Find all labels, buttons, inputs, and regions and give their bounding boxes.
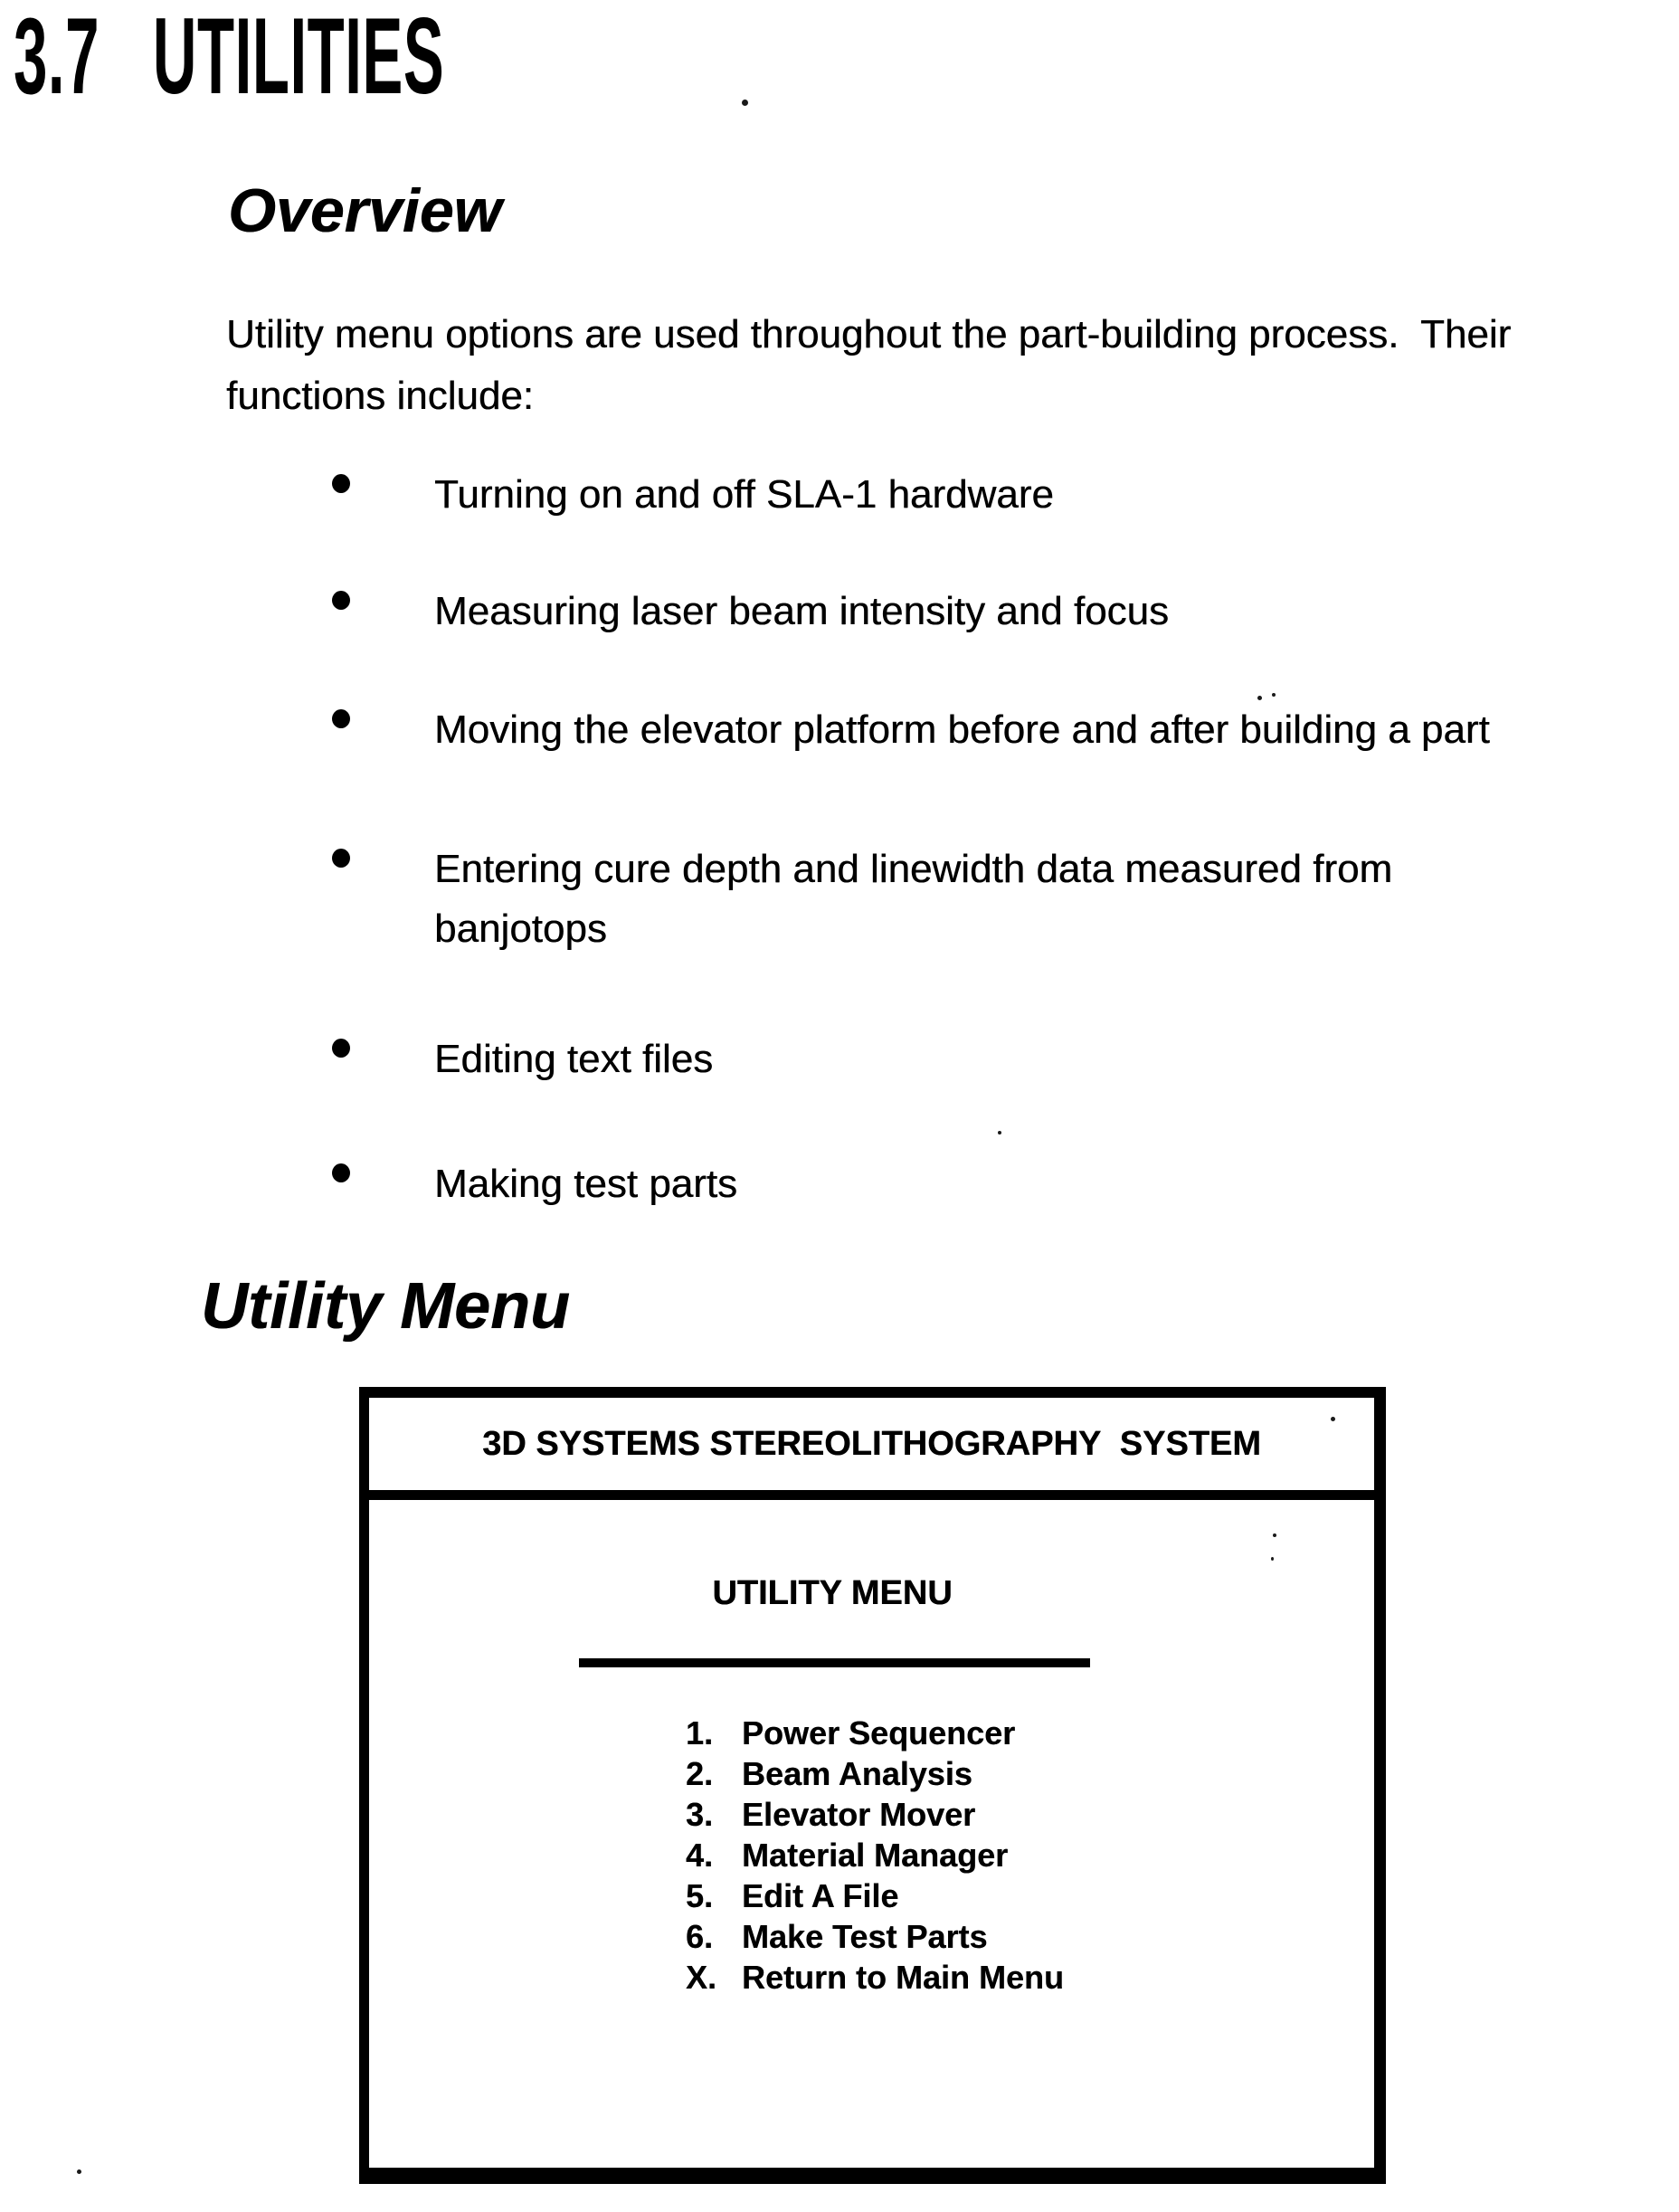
scan-speck xyxy=(1273,1533,1276,1537)
section-number: 3.7 xyxy=(14,0,100,117)
screen-menu-title: UTILITY MENU xyxy=(712,1574,953,1612)
list-item-text: Making test parts xyxy=(434,1162,738,1206)
section-title-text: UTILITIES xyxy=(152,0,445,117)
menu-item-material-manager xyxy=(686,1837,1008,1877)
bullet-icon xyxy=(332,709,350,728)
list-item-text: Measuring laser beam intensity and focus xyxy=(434,589,1169,633)
menu-item-beam-analysis xyxy=(686,1755,972,1796)
bullet-icon xyxy=(332,1163,350,1182)
menu-item-key: X. xyxy=(686,1959,717,1996)
menu-item-key: 5. xyxy=(686,1877,714,1914)
menu-item-key: 2. xyxy=(686,1755,714,1792)
menu-item-key: 1. xyxy=(686,1714,714,1752)
list-item xyxy=(434,1030,713,1089)
menu-item-elevator-mover xyxy=(686,1796,975,1837)
scan-speck xyxy=(998,1131,1001,1134)
menu-item-label: Return to Main Menu xyxy=(742,1959,1064,1996)
bullet-icon xyxy=(332,474,350,493)
menu-title-underline xyxy=(579,1658,1090,1667)
menu-item-label: Power Sequencer xyxy=(742,1714,1016,1752)
menu-item-key: 4. xyxy=(686,1837,714,1874)
scan-speck xyxy=(742,100,748,106)
list-item xyxy=(434,465,1054,525)
paragraph-line: Utility menu options are used throughout the part-building process. Their xyxy=(226,312,1512,356)
menu-item-return-to-main-menu xyxy=(686,1959,1064,1999)
list-item-text: Editing text files xyxy=(434,1037,714,1081)
list-item-text: Entering cure depth and linewidth data measured from xyxy=(434,847,1393,891)
bullet-icon xyxy=(332,591,350,610)
scan-speck xyxy=(77,2169,81,2174)
scan-speck xyxy=(1331,1417,1335,1421)
menu-item-make-test-parts xyxy=(686,1918,987,1959)
menu-item-label: Beam Analysis xyxy=(742,1755,972,1792)
list-item-text: Moving the elevator platform before and after building a part xyxy=(434,707,1490,752)
bullet-icon xyxy=(332,849,350,868)
scan-speck xyxy=(1271,1557,1274,1561)
list-item xyxy=(434,1154,737,1214)
menu-item-edit-a-file xyxy=(686,1877,898,1918)
screen-header-divider xyxy=(369,1490,1374,1500)
menu-item-power-sequencer xyxy=(686,1714,1015,1755)
menu-item-key: 3. xyxy=(686,1796,714,1833)
menu-item-label: Make Test Parts xyxy=(742,1918,988,1955)
menu-item-label: Material Manager xyxy=(742,1837,1009,1874)
bullet-icon xyxy=(332,1039,350,1058)
section-title xyxy=(14,0,445,117)
menu-item-label: Elevator Mover xyxy=(742,1796,976,1833)
scan-speck xyxy=(1272,693,1276,697)
screen-header-title: 3D SYSTEMS STEREOLITHOGRAPHY SYSTEM xyxy=(482,1425,1261,1463)
list-item xyxy=(434,582,1169,641)
utility-menu-heading: Utility Menu xyxy=(201,1270,570,1343)
list-item xyxy=(434,840,1392,959)
list-item-text: Turning on and off SLA-1 hardware xyxy=(434,472,1054,517)
overview-heading: Overview xyxy=(228,176,502,245)
scan-speck xyxy=(1257,696,1262,700)
list-item-text: banjotops xyxy=(434,907,607,951)
menu-item-label: Edit A File xyxy=(742,1877,899,1914)
overview-paragraph xyxy=(226,304,1511,427)
list-item xyxy=(434,700,1490,760)
menu-item-key: 6. xyxy=(686,1918,714,1955)
paragraph-line: functions include: xyxy=(226,374,534,418)
